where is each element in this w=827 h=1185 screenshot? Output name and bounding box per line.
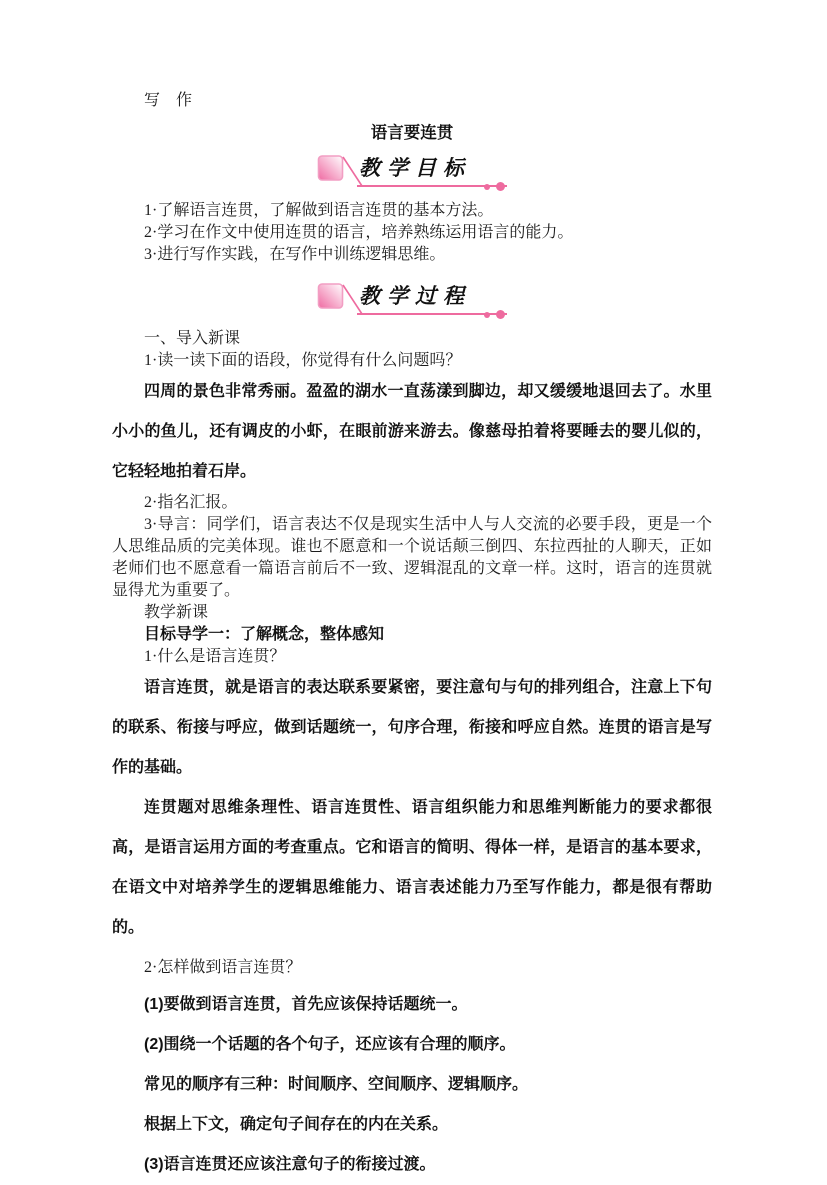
corner-label: 写 作: [144, 92, 193, 109]
q2-point-context: 根据上下文，确定句子间存在的内在关系。: [144, 1116, 449, 1133]
teaching-goals-badge-row: [112, 152, 712, 192]
q2-point-1: (1)要做到语言连贯，首先应该保持话题统一。: [144, 996, 468, 1013]
goal-item-1: 1·了解语言连贯，了解做到语言连贯的基本方法。: [144, 202, 494, 219]
badge-label: 教学目标: [359, 155, 471, 180]
intro-step-1: 1·读一读下面的语段，你觉得有什么问题吗？: [144, 352, 462, 369]
teaching-goals-badge: [317, 152, 507, 187]
new-lesson-heading: 教学新课: [144, 604, 209, 621]
q1-answer-paragraph-2: 连贯题对思维条理性、语言连贯性、语言组织能力和思维判断能力的要求都很高，是语言运用方面的考查重点。它和语言的简明、得体一样，是语言的基本要求，在语文中对培养学生的逻辑思维能力、语言表述能力乃至写作能力，都是很有帮助的。: [112, 799, 712, 936]
big-dot-icon: [496, 310, 505, 319]
small-dot-icon: [484, 184, 490, 190]
page-title: 语言要连贯: [370, 124, 454, 142]
teaching-process-badge: [317, 280, 507, 315]
q2-point-3: (3)语言连贯还应该注意句子的衔接过渡。: [144, 1156, 436, 1173]
question-2: 2·怎样做到语言连贯？: [144, 959, 302, 976]
small-dot-icon: [484, 312, 490, 318]
objective-heading: 目标导学一：了解概念，整体感知: [144, 626, 385, 643]
badge-label: 教学过程: [359, 283, 471, 308]
teaching-process-badge-row: [112, 280, 712, 320]
badge-underline: [357, 280, 507, 315]
q2-point-2: (2)围绕一个话题的各个句子，还应该有合理的顺序。: [144, 1036, 516, 1053]
question-1: 1·什么是语言连贯？: [144, 648, 286, 665]
badge-underline: [357, 152, 507, 187]
q1-answer-paragraph-1: 语言连贯，就是语言的表达联系要紧密，要注意句与句的排列组合，注意上下句的联系、衔接与呼应，做到话题统一，句序合理，衔接和呼应自然。连贯的语言是写作的基础。: [112, 679, 712, 776]
q2-point-order-types: 常见的顺序有三种：时间顺序、空间顺序、逻辑顺序。: [144, 1076, 529, 1093]
intro-step-2: 2·指名汇报。: [144, 494, 238, 511]
intro-heading: 一、导入新课: [144, 330, 241, 347]
goal-item-3: 3·进行写作实践，在写作中训练逻辑思维。: [144, 246, 446, 263]
intro-step-3: 3·导言：同学们，语言表达不仅是现实生活中人与人交流的必要手段，更是一个人思维品质的完美体现。谁也不愿意和一个说话颠三倒四、东拉西扯的人聊天，正如老师们也不愿意看一篇语言前后不一致、逻辑混乱的文章一样。这时，语言的连贯就显得尤为重要了。: [112, 516, 712, 599]
sample-passage: 四周的景色非常秀丽。盈盈的湖水一直荡漾到脚边，却又缓缓地退回去了。水里小小的鱼儿，还有调皮的小虾，在眼前游来游去。像慈母拍着将要睡去的婴儿似的，它轻轻地拍着石岸。: [112, 383, 712, 480]
goal-item-2: 2·学习在作文中使用连贯的语言，培养熟练运用语言的能力。: [144, 224, 574, 241]
big-dot-icon: [496, 182, 505, 191]
